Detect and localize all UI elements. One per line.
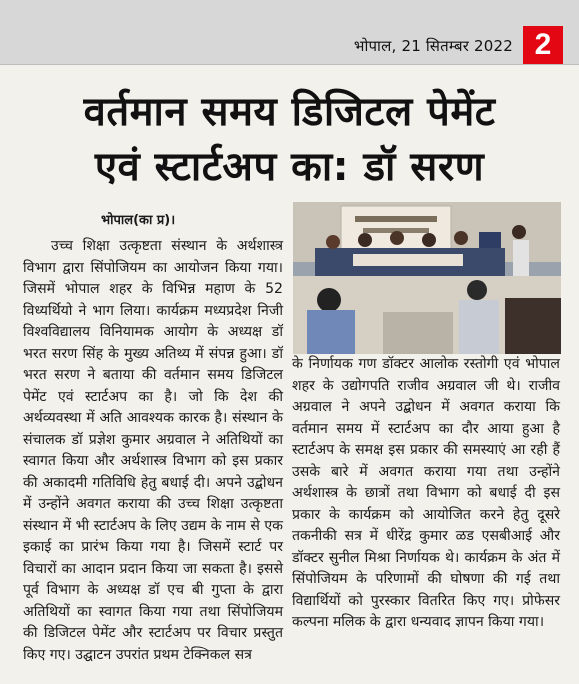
article-paragraph-right: के निर्णायक गण डॉक्टर आलोक रस्तोगी एवं भोपाल शहर के उद्योगपति राजीव अग्रवाल जी थे। राजीव अग्रवाल ने अपने उद्बोधन में अवगत कराया कि वर्तमान समय में स्टार्टअप का दौर आया हुआ है स्टार्टअप के समक्ष इस प्रकार की समस्याएं आ रही हैं उसके बारे में अवगत कराया गया तथा उन्होंने अर्थशास्त्र के छात्रों तथा विभाग को बधाई दी इस प्रकार के कार्यक्रम को आयोजित करने हेतु दूसरे तकनीकी सत्र में धीरेंद्र कुमार ळड एसबीआई और डॉक्टर सुनील मिश्रा निर्णायक थे। कार्यक्रम के अंत में सिंपोजियम के परिणामों की घोषणा की गई तथा विद्यार्थियों को पुरस्कार वितरित किए गए। प्रोफेसर कल्पना मलिक के द्वारा धन्यवाद ज्ञापन किया गया। [292, 356, 560, 630]
event-photo-image [293, 202, 561, 354]
article-paragraph-left: उच्च शिक्षा उत्कृष्टता संस्थान के अर्थशास्त्र विभाग द्वारा सिंपोजियम का आयोजन किया गया। जिसमें भोपाल शहर के विभिन्न महाण के 52 विध्यर्थियो ने भाग लिया। कार्यक्रम मध्यप्रदेश निजी विश्वविद्यालय विनियामक आयोग के अध्यक्ष डॉ भरत सरण सिंह के मुख्य अतिथ्य में संपन्न हुआ। डॉ भरत सरण ने बताया की वर्तमान समय डिजिटल पेमेंट एवं स्टार्टअप का है। जो कि देश की अर्थव्यवस्था में अति आवश्यक कारक है। संस्थान के संचालक डॉ प्रज्ञेश कुमार अग्रवाल ने अतिथियों का स्वागत किया और अर्थशास्त्र विभाग को इस प्रकार की अकादमी गतिविधि हेतु बधाई दी। अपने उद्बोधन में उन्होंने अवगत कराया की उच्च शिक्षा उत्कृष्टता संस्थान में भी स्टार्टअप के लिए उद्यम के नाम से एक इकाई का प्रारंभ किया गया है। जिसमें स्टार्ट पर विचारों का आदान प्रदान किया जा सकता है। इससे पूर्व विभाग के अध्यक्ष डॉ एच बी गुप्ता के द्वारा अतिथियों का स्वागत किया गया तथा सिंपोजियम की डिजिटल पेमेंट और स्टार्टअप पर विचार प्रस्तुत किए गए। उद्घाटन उपरांत प्रथम टेक्निकल सत्र [23, 238, 283, 663]
header-band [0, 0, 579, 65]
headline-line-2: एवं स्टार्टअप का: डॉ सरण [94, 144, 485, 190]
byline: भोपाल(का प्र)। [101, 213, 176, 228]
headline-line-1: वर्तमान समय डिजिटल पेमेंट [83, 89, 496, 135]
article-right-column [292, 354, 560, 634]
event-photo [293, 202, 561, 354]
article-left-column [23, 236, 283, 666]
dateline: भोपाल, 21 सितम्बर 2022 [353, 37, 513, 55]
page-number: 2 [523, 26, 563, 64]
